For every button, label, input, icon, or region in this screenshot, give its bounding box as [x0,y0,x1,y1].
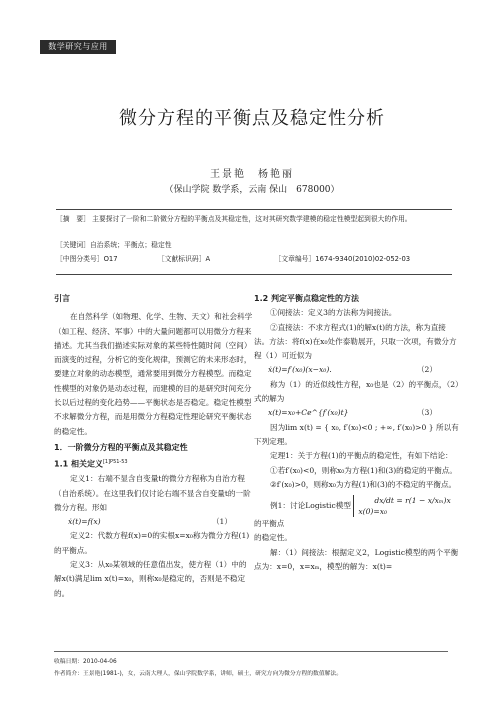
equation-3 [254,406,459,420]
keywords-label: ［关键词］ [56,241,90,249]
conclusion-2: ②f′(x₀)>0，则称x₀为方程(1)和(3)的不稳定的平衡点。 [270,479,457,489]
equation-1 [54,515,254,529]
section-1-heading: 1．一阶微分方程的平衡点及其稳定性 [54,442,188,452]
doc-value: A [205,255,211,263]
method-indirect: ①间接法：定义3的方法称为间接法。 [270,308,397,318]
article-label: ［文章编号］ [274,255,316,263]
equation-3-body: x(t)=x₀+Ce^{f′(x₀)t} [268,408,349,418]
logistic-eq-1: dx/dt = r(1 − x/xₘ)x [374,496,451,506]
section-1-1-title: 1.1 相关定义 [54,459,103,469]
equation-3-number: （3） [416,408,437,418]
classification-line [56,254,452,265]
example-1-end: 的稳定性。 [254,533,292,543]
example-1-tail: 的平衡点 [254,519,285,529]
affiliation: （保山学院 数学系，云南 保山 678000） [164,185,340,195]
abstract-text: 主要探讨了一阶和二阶微分方程的平衡点及其稳定性，这对其研究数学建模的稳定性模型起到很大的作用。 [92,215,412,223]
equation-2 [254,363,459,377]
abstract-label: ［摘 要］ [56,215,90,223]
example-1 [254,495,459,531]
limit-statement: 因为lim x(t) = { x₀, f′(x₀)<0 ; +∞, f′(x₀)>0 } 所以有下列定理。 [254,422,459,446]
footnote [54,651,448,680]
abstract-box [56,209,452,275]
clc-value: O17 [103,255,118,263]
author-bio: 作者简介：王景艳(1981-)，女，云南大理人，保山学院数学系，讲师，硕士，研究方向为微分方程的数值解法。 [54,671,343,677]
doc-label: ［文献标识码］ [157,255,206,263]
definition-1: 定义1：右端不显含自变量t的微分方程称为自治方程（自治系统）。在这里我们仅讨论右端不显含自变量t的一阶微分方程。形如 [54,474,251,512]
section-1-1-heading [54,455,254,472]
section-1-2-heading: 1.2 判定平衡点稳定性的方法 [254,294,359,303]
journal-banner: 数学研究与应用 [40,40,116,54]
conclusion-1: ①若f′(x₀)<0，则称x₀为方程(1)和(3)的稳定的平衡点。 [270,465,457,475]
intro-heading: 引言 [54,294,70,303]
abstract-line [56,214,452,225]
logistic-eq-2: x(0)=x₀ [358,507,388,517]
definition-3: 定义3：从x₀某领域的任意值出发，使方程（1）中的解x(t)满足lim x(t)=x₀，则称x₀是稳定的，否则是不稳定的。 [54,560,247,598]
solution: 解：（1）间接法：根据定义2，Logistic模型的两个平衡点为：x=0，x=xₘ，模型的解为：x(t)= [254,547,459,572]
logistic-system [353,495,454,517]
linear-solution-text: 称为（1）的近似线性方程，x₀也是（2）的平衡点，（2）式的解为 [254,379,459,404]
theorem-1: 定理1：关于方程(1)的平衡点的稳定性，有如下结论： [270,451,453,461]
definition-2: 定义2：代数方程f(x)=0的实根x=x₀称为微分方程(1)的平衡点。 [54,531,250,555]
authors: 王景艳 杨艳丽 [210,169,294,180]
left-column [54,292,254,601]
section-1-1-ref: [1]P51-53 [102,459,128,466]
method-direct: ②直接法：不求方程式(1)的解x(t)的方法，称为直接法。方法：将f(x)在x₀处作泰勒展开，只取一次项，有微分方程（1）可近似为 [254,322,457,361]
keywords-line [56,240,452,251]
right-column [254,292,459,574]
equation-1-body: ẋ(t)=f(x) [68,517,101,527]
clc-label: ［中图分类号］ [56,255,104,263]
paper-title: 微分方程的平衡点及稳定性分析 [119,108,385,129]
intro-paragraph: 在自然科学（如物理、化学、生物、天文）和社会科学（如工程、经济、军事）中的大量问题都可以用微分方程来描述。尤其当我们描述实际对象的某些特性随时间（空间）而演变的过程，分析它的变化规律，预测它的未来形态时，要建立对象的动态模型，通常要用到微分方程模型。而稳定性模型的对象仍是动态过程，而建模的目的是研究时间充分长以后过程的变化趋势——平衡状态是否稳定。稳定性模型不求解微分方程，而是用微分方程稳定性理论研究平衡状态的稳定性。 [54,312,253,436]
keywords: 自治系统；平衡点；稳定性 [89,241,172,249]
received-date: 收稿日期：2010-04-06 [54,659,117,665]
equation-1-number: （1） [211,517,232,527]
equation-2-body: ẋ(t)=f′(x₀)(x−x₀)． [268,365,337,375]
example-1-label: 例1：讨论Logistic模型 [270,501,351,511]
equation-2-number: （2） [416,365,437,375]
article-value: 1674-9340(2010)02-052-03 [315,255,411,263]
